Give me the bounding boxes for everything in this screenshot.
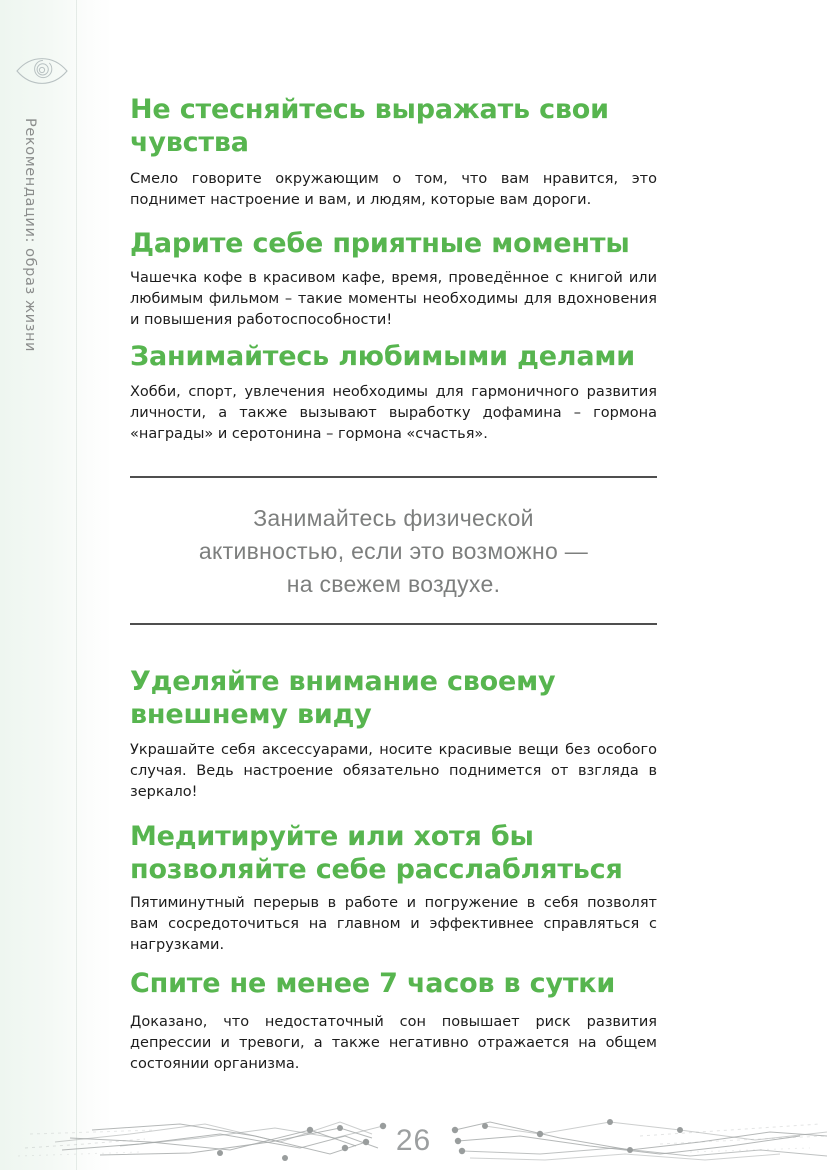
section-body-pleasant-moments: Чашечка кофе в красивом кафе, время, проведённое с книгой или любимым фильмом – такие моменты необходимы для вдохновения и повышения работоспособности! bbox=[130, 270, 657, 328]
section-heading-express-feelings: Не стесняйтесь выражать свои чувства bbox=[130, 94, 609, 158]
section-heading-meditate: Медитируйте или хотя бы позволяйте себе расслабляться bbox=[130, 821, 623, 885]
left-edge-gradient bbox=[0, 0, 112, 1170]
main-content bbox=[130, 86, 657, 1075]
section-heading-favorite-activities: Занимайтесь любимыми делами bbox=[130, 341, 635, 372]
pull-quote-line: Занимайтесь физической bbox=[253, 505, 534, 531]
section-body-favorite-activities: Хобби, спорт, увлечения необходимы для гармоничного развития личности, а также вызывают выработку дофамина – гормона «награды» и серотонина – гормона «счастья». bbox=[130, 384, 657, 442]
section-body-express-feelings: Смело говорите окружающим о том, что вам нравится, это поднимет настроение и вам, и людям, которые вам дороги. bbox=[130, 171, 657, 208]
section-heading-sleep: Спите не менее 7 часов в сутки bbox=[130, 968, 616, 999]
pull-quote-line: активностью, если это возможно — bbox=[198, 538, 589, 564]
pull-quote bbox=[130, 502, 657, 601]
eye-spiral-icon bbox=[14, 50, 70, 92]
quote-divider-top bbox=[130, 476, 657, 478]
pull-quote-line: на свежем воздухе. bbox=[286, 571, 501, 597]
section-heading-pleasant-moments: Дарите себе приятные моменты bbox=[130, 228, 630, 259]
page-number: 26 bbox=[395, 1124, 432, 1157]
quote-divider-bottom bbox=[130, 623, 657, 625]
section-body-appearance: Украшайте себя аксессуарами, носите красивые вещи без особого случая. Ведь настроение обязательно поднимется от взгляда в зеркало! bbox=[130, 742, 657, 800]
section-body-meditate: Пятиминутный перерыв в работе и погружение в себя позволят вам сосредоточиться на главном и эффективнее справляться с нагрузками. bbox=[130, 895, 657, 953]
section-heading-appearance: Уделяйте внимание своему внешнему виду bbox=[130, 666, 556, 730]
section-body-sleep: Доказано, что недостаточный сон повышает риск развития депрессии и тревоги, а также негативно отражается на общем состоянии организма. bbox=[130, 1014, 657, 1072]
chapter-vertical-label: Рекомендации: образ жизни bbox=[22, 118, 38, 353]
